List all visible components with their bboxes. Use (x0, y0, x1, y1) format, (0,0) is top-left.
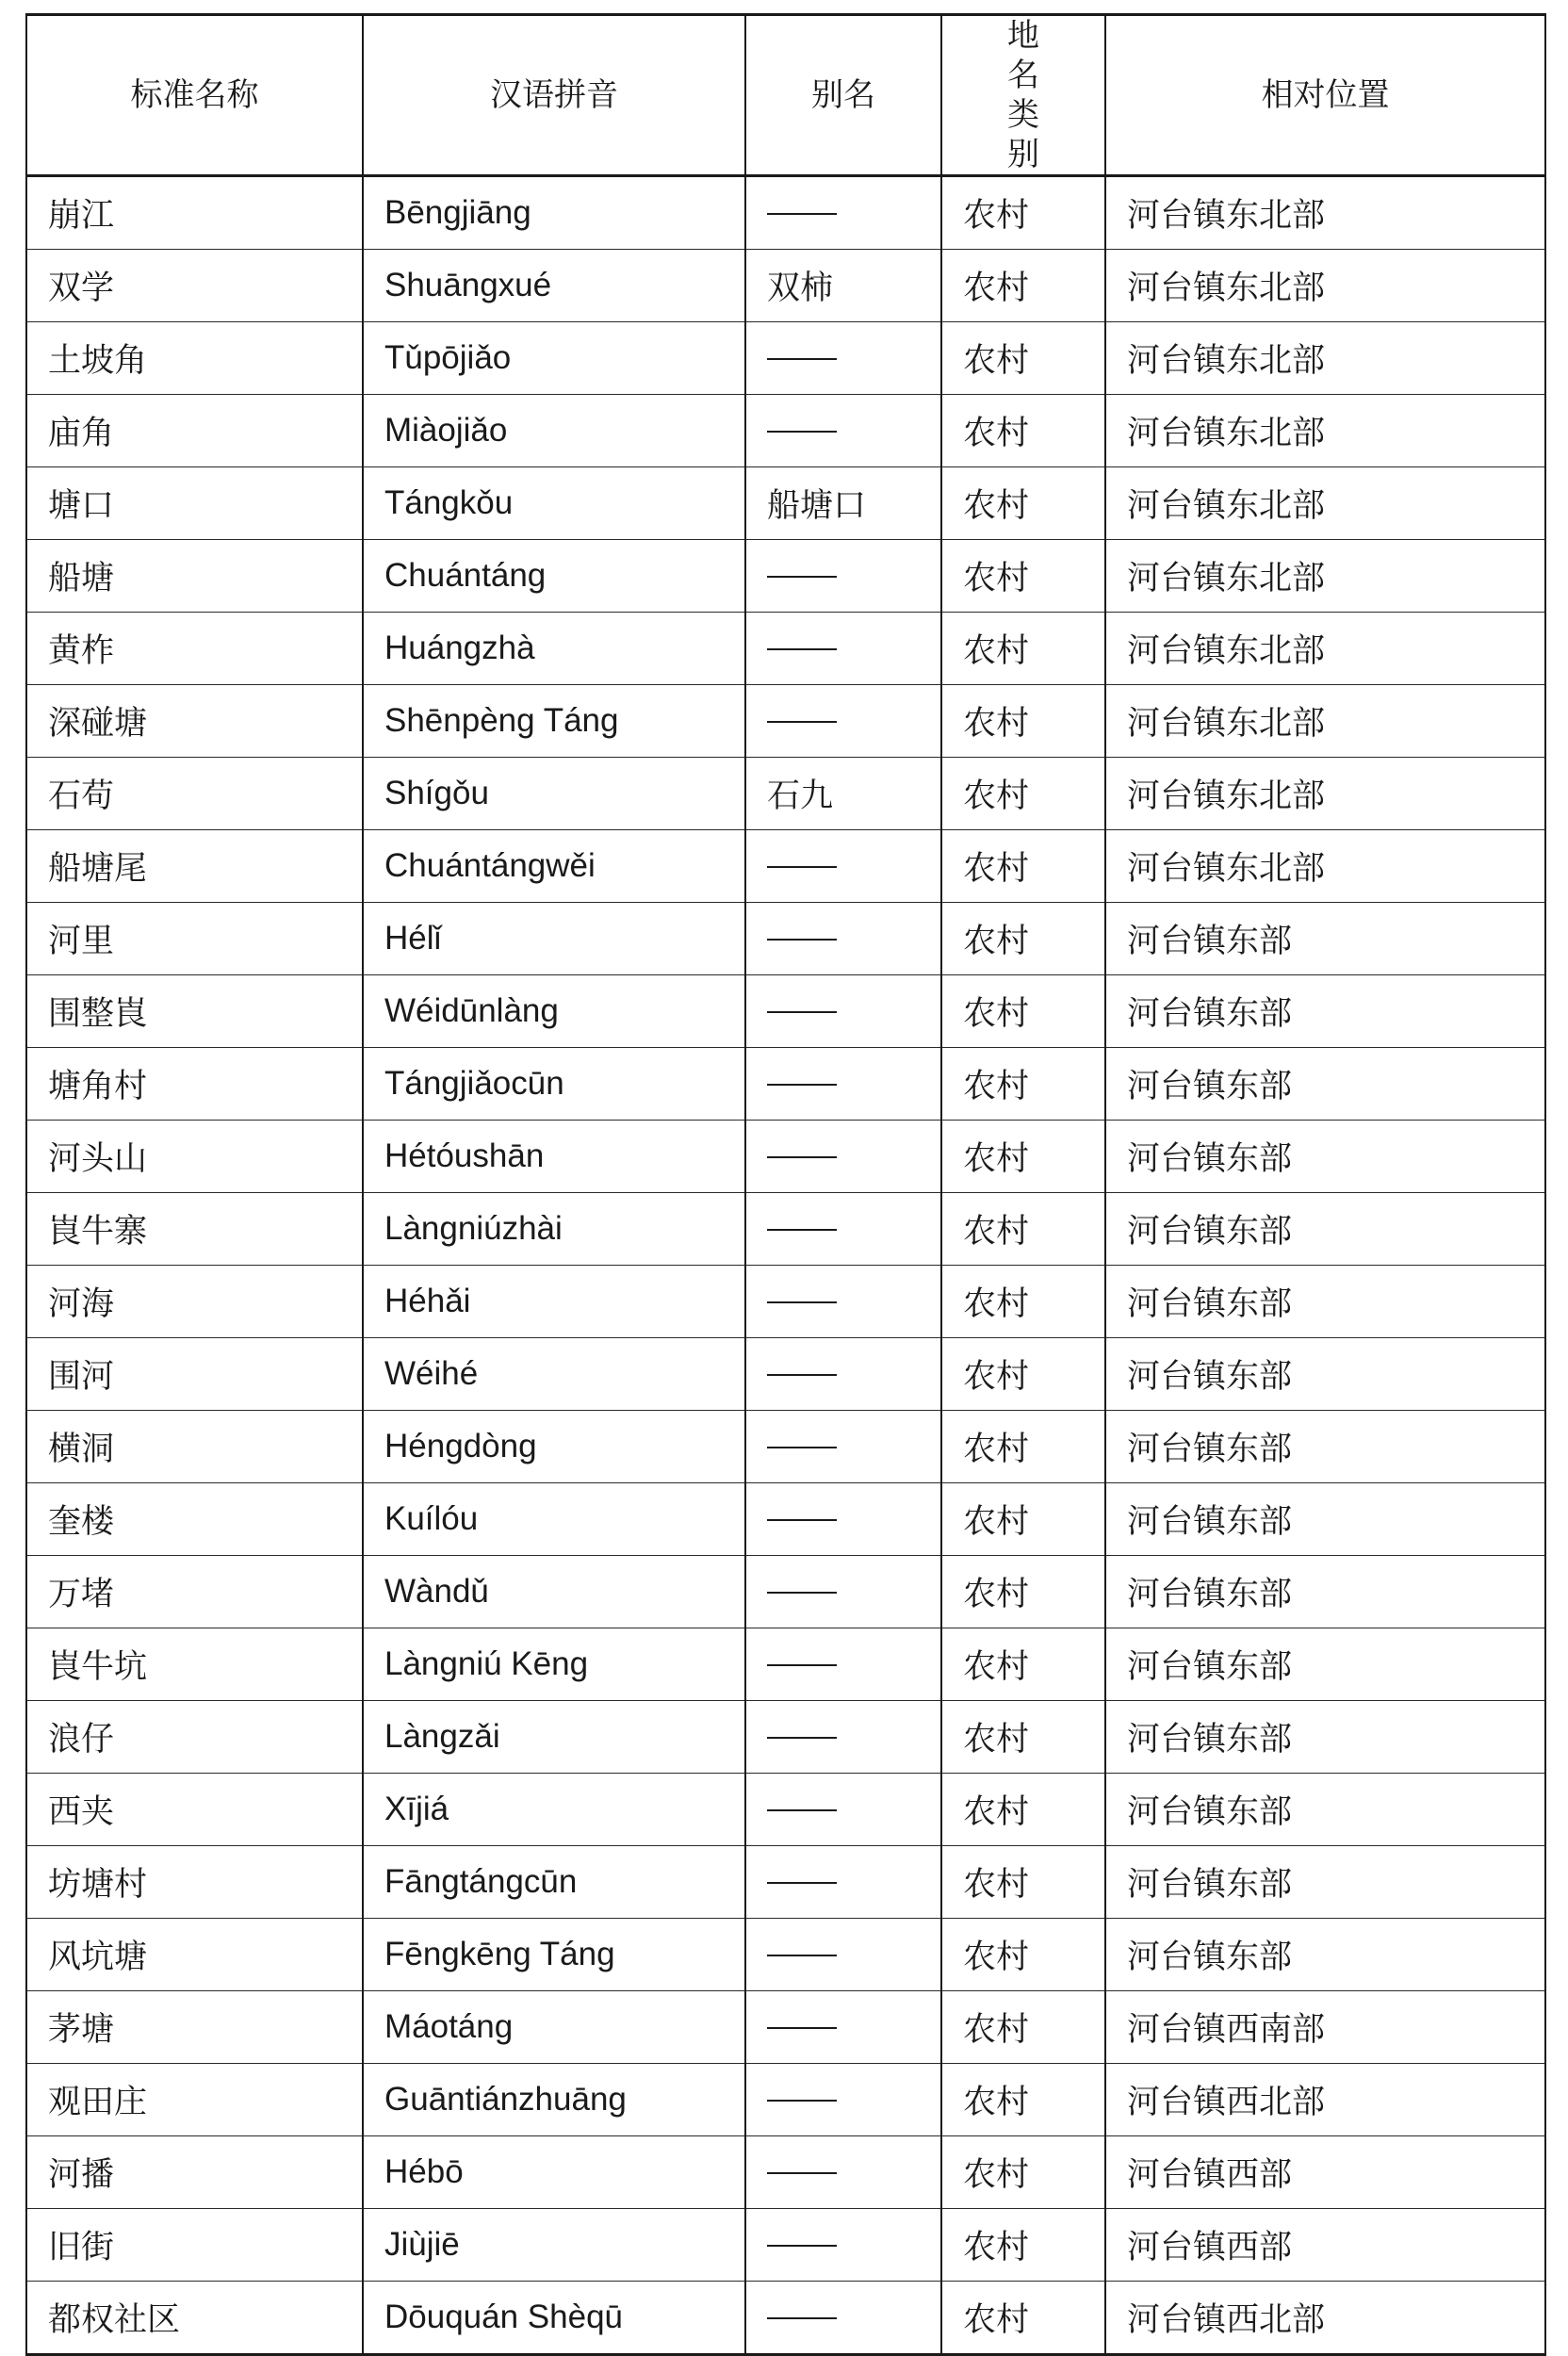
cell-pinyin: Hébō (363, 2136, 745, 2209)
cell-location: 河台镇西南部 (1105, 1991, 1545, 2064)
cell-alias (745, 1628, 941, 1701)
cell-location: 河台镇东部 (1105, 975, 1545, 1048)
cell-standard-name: 塘口 (26, 467, 363, 540)
cell-alias (745, 395, 941, 467)
empty-dash (767, 1737, 837, 1739)
cell-type: 农村 (941, 467, 1105, 540)
cell-standard-name: 都权社区 (26, 2282, 363, 2355)
cell-type: 农村 (941, 1556, 1105, 1628)
cell-pinyin: Làngniúzhài (363, 1193, 745, 1266)
table-row (26, 2064, 1545, 2136)
cell-type: 农村 (941, 685, 1105, 758)
cell-location: 河台镇东部 (1105, 1774, 1545, 1846)
cell-alias (745, 685, 941, 758)
cell-pinyin: Shígǒu (363, 758, 745, 830)
cell-alias (745, 2064, 941, 2136)
cell-location: 河台镇东部 (1105, 1846, 1545, 1919)
cell-location: 河台镇东部 (1105, 1919, 1545, 1991)
empty-dash (767, 1447, 837, 1448)
cell-location: 河台镇东北部 (1105, 176, 1545, 250)
empty-dash (767, 2027, 837, 2029)
empty-dash (767, 1084, 837, 1086)
table-row (26, 613, 1545, 685)
cell-alias (745, 1193, 941, 1266)
cell-standard-name: 横洞 (26, 1411, 363, 1483)
cell-type: 农村 (941, 2064, 1105, 2136)
cell-pinyin: Hétóushān (363, 1121, 745, 1193)
cell-pinyin: Làngniú Kēng (363, 1628, 745, 1701)
cell-alias: 双柿 (745, 250, 941, 322)
cell-location: 河台镇东部 (1105, 1193, 1545, 1266)
cell-location: 河台镇西北部 (1105, 2282, 1545, 2355)
cell-standard-name: 坊塘村 (26, 1846, 363, 1919)
cell-standard-name: 围河 (26, 1338, 363, 1411)
cell-location: 河台镇东部 (1105, 1628, 1545, 1701)
empty-dash (767, 576, 837, 578)
cell-alias (745, 1121, 941, 1193)
empty-dash (767, 1592, 837, 1594)
cell-location: 河台镇东北部 (1105, 467, 1545, 540)
cell-type: 农村 (941, 903, 1105, 975)
empty-dash (767, 1156, 837, 1158)
cell-standard-name: 围整崀 (26, 975, 363, 1048)
header-type-label: 地名类别 (1006, 17, 1039, 173)
cell-location: 河台镇东北部 (1105, 250, 1545, 322)
table-row (26, 467, 1545, 540)
cell-location: 河台镇东部 (1105, 1411, 1545, 1483)
empty-dash (767, 1374, 837, 1376)
header-alias: 别名 (745, 15, 941, 176)
cell-location: 河台镇东部 (1105, 1701, 1545, 1774)
cell-type: 农村 (941, 830, 1105, 903)
cell-alias (745, 1846, 941, 1919)
cell-location: 河台镇东北部 (1105, 395, 1545, 467)
table-row (26, 830, 1545, 903)
cell-alias (745, 1411, 941, 1483)
header-location: 相对位置 (1105, 15, 1545, 176)
table-row (26, 1266, 1545, 1338)
cell-alias (745, 613, 941, 685)
cell-location: 河台镇东北部 (1105, 322, 1545, 395)
cell-type: 农村 (941, 1701, 1105, 1774)
empty-dash (767, 1882, 837, 1884)
cell-pinyin: Héngdòng (363, 1411, 745, 1483)
cell-pinyin: Bēngjiāng (363, 176, 745, 250)
cell-pinyin: Chuántángwěi (363, 830, 745, 903)
cell-type: 农村 (941, 176, 1105, 250)
empty-dash (767, 1229, 837, 1231)
cell-type: 农村 (941, 1846, 1105, 1919)
cell-alias: 石九 (745, 758, 941, 830)
cell-pinyin: Tángkǒu (363, 467, 745, 540)
cell-location: 河台镇东北部 (1105, 613, 1545, 685)
cell-pinyin: Jiùjiē (363, 2209, 745, 2282)
cell-pinyin: Shēnpèng Táng (363, 685, 745, 758)
empty-dash (767, 1955, 837, 1956)
cell-standard-name: 茅塘 (26, 1991, 363, 2064)
cell-pinyin: Tǔpōjiǎo (363, 322, 745, 395)
cell-alias (745, 540, 941, 613)
cell-alias (745, 176, 941, 250)
cell-type: 农村 (941, 758, 1105, 830)
cell-standard-name: 深碰塘 (26, 685, 363, 758)
cell-type: 农村 (941, 250, 1105, 322)
cell-type: 农村 (941, 1193, 1105, 1266)
cell-pinyin: Miàojiǎo (363, 395, 745, 467)
cell-standard-name: 观田庄 (26, 2064, 363, 2136)
empty-dash (767, 2245, 837, 2247)
table-row (26, 250, 1545, 322)
empty-dash (767, 2317, 837, 2319)
cell-type: 农村 (941, 975, 1105, 1048)
table-row (26, 975, 1545, 1048)
cell-standard-name: 西夹 (26, 1774, 363, 1846)
empty-dash (767, 939, 837, 941)
cell-pinyin: Chuántáng (363, 540, 745, 613)
empty-dash (767, 648, 837, 650)
empty-dash (767, 1519, 837, 1521)
empty-dash (767, 721, 837, 723)
cell-standard-name: 万堵 (26, 1556, 363, 1628)
cell-standard-name: 石苟 (26, 758, 363, 830)
table-row (26, 540, 1545, 613)
table-row (26, 903, 1545, 975)
table-row (26, 1338, 1545, 1411)
cell-location: 河台镇西部 (1105, 2209, 1545, 2282)
table-row (26, 2209, 1545, 2282)
empty-dash (767, 866, 837, 868)
cell-standard-name: 奎楼 (26, 1483, 363, 1556)
cell-standard-name: 崀牛寨 (26, 1193, 363, 1266)
table-row (26, 1991, 1545, 2064)
empty-dash (767, 1011, 837, 1013)
table-row (26, 1774, 1545, 1846)
empty-dash (767, 2100, 837, 2102)
cell-type: 农村 (941, 2136, 1105, 2209)
cell-type: 农村 (941, 322, 1105, 395)
table-row (26, 1701, 1545, 1774)
cell-alias (745, 1338, 941, 1411)
cell-pinyin: Fēngkēng Táng (363, 1919, 745, 1991)
cell-alias (745, 830, 941, 903)
cell-standard-name: 河播 (26, 2136, 363, 2209)
cell-type: 农村 (941, 1121, 1105, 1193)
cell-alias (745, 1774, 941, 1846)
cell-type: 农村 (941, 1991, 1105, 2064)
table-row (26, 2136, 1545, 2209)
cell-alias (745, 1991, 941, 2064)
cell-pinyin: Dōuquán Shèqū (363, 2282, 745, 2355)
cell-type: 农村 (941, 613, 1105, 685)
cell-standard-name: 黄柞 (26, 613, 363, 685)
table-row (26, 1556, 1545, 1628)
cell-standard-name: 旧街 (26, 2209, 363, 2282)
cell-standard-name: 土坡角 (26, 322, 363, 395)
cell-pinyin: Kuílóu (363, 1483, 745, 1556)
cell-type: 农村 (941, 2209, 1105, 2282)
cell-standard-name: 河里 (26, 903, 363, 975)
cell-type: 农村 (941, 1338, 1105, 1411)
table-body (26, 176, 1545, 2355)
table-row (26, 685, 1545, 758)
empty-dash (767, 1301, 837, 1303)
table-row (26, 758, 1545, 830)
cell-pinyin: Wéidūnlàng (363, 975, 745, 1048)
cell-location: 河台镇东部 (1105, 1266, 1545, 1338)
cell-type: 农村 (941, 1411, 1105, 1483)
cell-pinyin: Tángjiǎocūn (363, 1048, 745, 1121)
empty-dash (767, 431, 837, 433)
cell-pinyin: Héhǎi (363, 1266, 745, 1338)
cell-location: 河台镇西部 (1105, 2136, 1545, 2209)
cell-type: 农村 (941, 540, 1105, 613)
cell-standard-name: 庙角 (26, 395, 363, 467)
cell-standard-name: 河头山 (26, 1121, 363, 1193)
empty-dash (767, 2172, 837, 2174)
cell-alias (745, 975, 941, 1048)
empty-dash (767, 1809, 837, 1811)
table-row (26, 395, 1545, 467)
cell-pinyin: Làngzǎi (363, 1701, 745, 1774)
empty-dash (767, 358, 837, 360)
empty-dash (767, 213, 837, 215)
cell-alias (745, 2209, 941, 2282)
cell-alias (745, 1483, 941, 1556)
table-row (26, 176, 1545, 250)
cell-type: 农村 (941, 1919, 1105, 1991)
cell-pinyin: Huángzhà (363, 613, 745, 685)
cell-location: 河台镇东北部 (1105, 540, 1545, 613)
empty-dash (767, 1664, 837, 1666)
cell-location: 河台镇东部 (1105, 1121, 1545, 1193)
table-header (26, 15, 1545, 176)
cell-pinyin: Wàndǔ (363, 1556, 745, 1628)
cell-type: 农村 (941, 2282, 1105, 2355)
cell-pinyin: Guāntiánzhuāng (363, 2064, 745, 2136)
cell-pinyin: Shuāngxué (363, 250, 745, 322)
cell-type: 农村 (941, 1048, 1105, 1121)
cell-alias: 船塘口 (745, 467, 941, 540)
cell-location: 河台镇东北部 (1105, 830, 1545, 903)
header-type (941, 15, 1105, 176)
cell-standard-name: 风坑塘 (26, 1919, 363, 1991)
cell-alias (745, 1266, 941, 1338)
cell-standard-name: 崩江 (26, 176, 363, 250)
cell-location: 河台镇东北部 (1105, 685, 1545, 758)
cell-location: 河台镇东北部 (1105, 758, 1545, 830)
cell-alias (745, 1919, 941, 1991)
cell-pinyin: Máotáng (363, 1991, 745, 2064)
cell-standard-name: 河海 (26, 1266, 363, 1338)
cell-alias (745, 322, 941, 395)
cell-alias (745, 1701, 941, 1774)
cell-standard-name: 崀牛坑 (26, 1628, 363, 1701)
cell-alias (745, 2136, 941, 2209)
table-row (26, 1919, 1545, 1991)
cell-alias (745, 1048, 941, 1121)
cell-location: 河台镇东部 (1105, 1556, 1545, 1628)
cell-pinyin: Hélǐ (363, 903, 745, 975)
cell-type: 农村 (941, 1774, 1105, 1846)
cell-standard-name: 船塘尾 (26, 830, 363, 903)
cell-location: 河台镇西北部 (1105, 2064, 1545, 2136)
cell-standard-name: 塘角村 (26, 1048, 363, 1121)
cell-type: 农村 (941, 1266, 1105, 1338)
cell-type: 农村 (941, 1483, 1105, 1556)
table-row (26, 1048, 1545, 1121)
table-row (26, 2282, 1545, 2355)
cell-pinyin: Xījiá (363, 1774, 745, 1846)
header-pinyin: 汉语拼音 (363, 15, 745, 176)
cell-location: 河台镇东部 (1105, 903, 1545, 975)
header-row (26, 15, 1545, 176)
place-name-table (25, 13, 1546, 2356)
cell-alias (745, 1556, 941, 1628)
cell-standard-name: 船塘 (26, 540, 363, 613)
cell-location: 河台镇东部 (1105, 1483, 1545, 1556)
cell-type: 农村 (941, 395, 1105, 467)
table-row (26, 322, 1545, 395)
table-row (26, 1628, 1545, 1701)
table-row (26, 1193, 1545, 1266)
table-row (26, 1483, 1545, 1556)
cell-alias (745, 2282, 941, 2355)
cell-location: 河台镇东部 (1105, 1048, 1545, 1121)
cell-pinyin: Wéihé (363, 1338, 745, 1411)
cell-type: 农村 (941, 1628, 1105, 1701)
cell-standard-name: 双学 (26, 250, 363, 322)
table-row (26, 1121, 1545, 1193)
cell-pinyin: Fāngtángcūn (363, 1846, 745, 1919)
table-row (26, 1411, 1545, 1483)
cell-alias (745, 903, 941, 975)
table-row (26, 1846, 1545, 1919)
cell-standard-name: 浪仔 (26, 1701, 363, 1774)
cell-location: 河台镇东部 (1105, 1338, 1545, 1411)
header-standard-name: 标准名称 (26, 15, 363, 176)
